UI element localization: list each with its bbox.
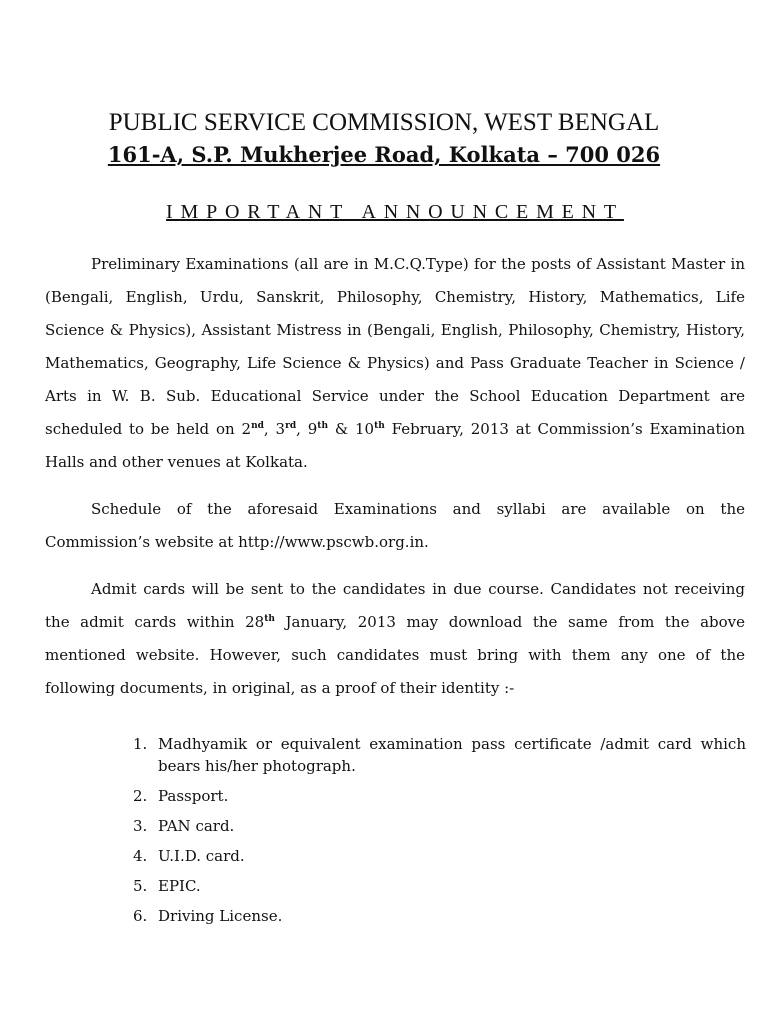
date-separator: & xyxy=(327,420,356,438)
list-item-text: EPIC. xyxy=(158,877,201,895)
date-suffix: rd xyxy=(285,421,297,431)
list-item-text: Madhyamik or equivalent examination pass certificate /admit card which bears his/her photograph. xyxy=(158,735,746,775)
exam-venue-text: February, 2013 at Commission’s Examination Halls and other venues at Kolkata. xyxy=(45,420,745,471)
exam-schedule-paragraph xyxy=(45,248,745,479)
address-text: 161-A, S.P. Mukherjee Road, Kolkata – 700 026 xyxy=(107,142,661,167)
list-item xyxy=(133,733,746,777)
date-suffix: th xyxy=(317,421,328,431)
list-number: 1. xyxy=(133,735,148,753)
list-number: 2. xyxy=(133,787,148,805)
date-suffix: nd xyxy=(251,421,264,431)
admit-card-text: Admit cards will be sent to the candidates in due course. Candidates not receiving the admit cards within 28 xyxy=(45,580,745,631)
list-item xyxy=(133,785,746,807)
list-item xyxy=(133,905,746,927)
list-item xyxy=(133,875,746,897)
date-day: 9 xyxy=(307,420,318,438)
list-item-text: PAN card. xyxy=(158,817,235,835)
exam-posts-text: Preliminary Examinations (all are in M.C.Q.Type) for the posts of Assistant Master in (Bengali, English, Urdu, Sanskrit, Philosophy, Chemistry, History, Mathematics, Life Science & Physics), Assistant Mistress in (Bengali, English, Philosophy, Chemistry, History, Mathematics, Geography, Life Science & Physics) and Pass Graduate Teacher in Science / Arts in W. B. Sub. Educational Service under the School Education Department are scheduled to be held on xyxy=(45,255,745,438)
admit-card-paragraph xyxy=(45,573,745,705)
identity-documents-list xyxy=(133,733,746,935)
list-number: 6. xyxy=(133,907,148,925)
list-item-text: Driving License. xyxy=(158,907,283,925)
list-item xyxy=(133,815,746,837)
list-number: 5. xyxy=(133,877,148,895)
list-number: 4. xyxy=(133,847,148,865)
list-item-text: Passport. xyxy=(158,787,229,805)
date-day: 3 xyxy=(275,420,286,438)
list-item xyxy=(133,845,746,867)
date-separator: , xyxy=(263,420,276,438)
list-number: 3. xyxy=(133,817,148,835)
announcement-heading-text: IMPORTANT ANNOUNCEMENT xyxy=(166,201,624,223)
announcement-heading xyxy=(0,198,768,226)
syllabus-paragraph: Schedule of the aforesaid Examinations and syllabi are available on the Commission’s website at http://www.pscwb.org.in. xyxy=(45,500,745,551)
address-line xyxy=(0,141,768,169)
list-item-text: U.I.D. card. xyxy=(158,847,245,865)
admit-card-text-continued: January, 2013 may download the same from the above mentioned website. However, such candidates must bring with them any one of the following documents, in original, as a proof of their identity :- xyxy=(45,613,745,697)
date-day: 2 xyxy=(241,420,252,438)
date-separator: , xyxy=(296,420,308,438)
date-suffix: th xyxy=(264,614,275,624)
organization-name: PUBLIC SERVICE COMMISSION, WEST BENGAL xyxy=(108,109,660,136)
date-suffix: th xyxy=(374,421,385,431)
date-day: 10 xyxy=(355,420,375,438)
